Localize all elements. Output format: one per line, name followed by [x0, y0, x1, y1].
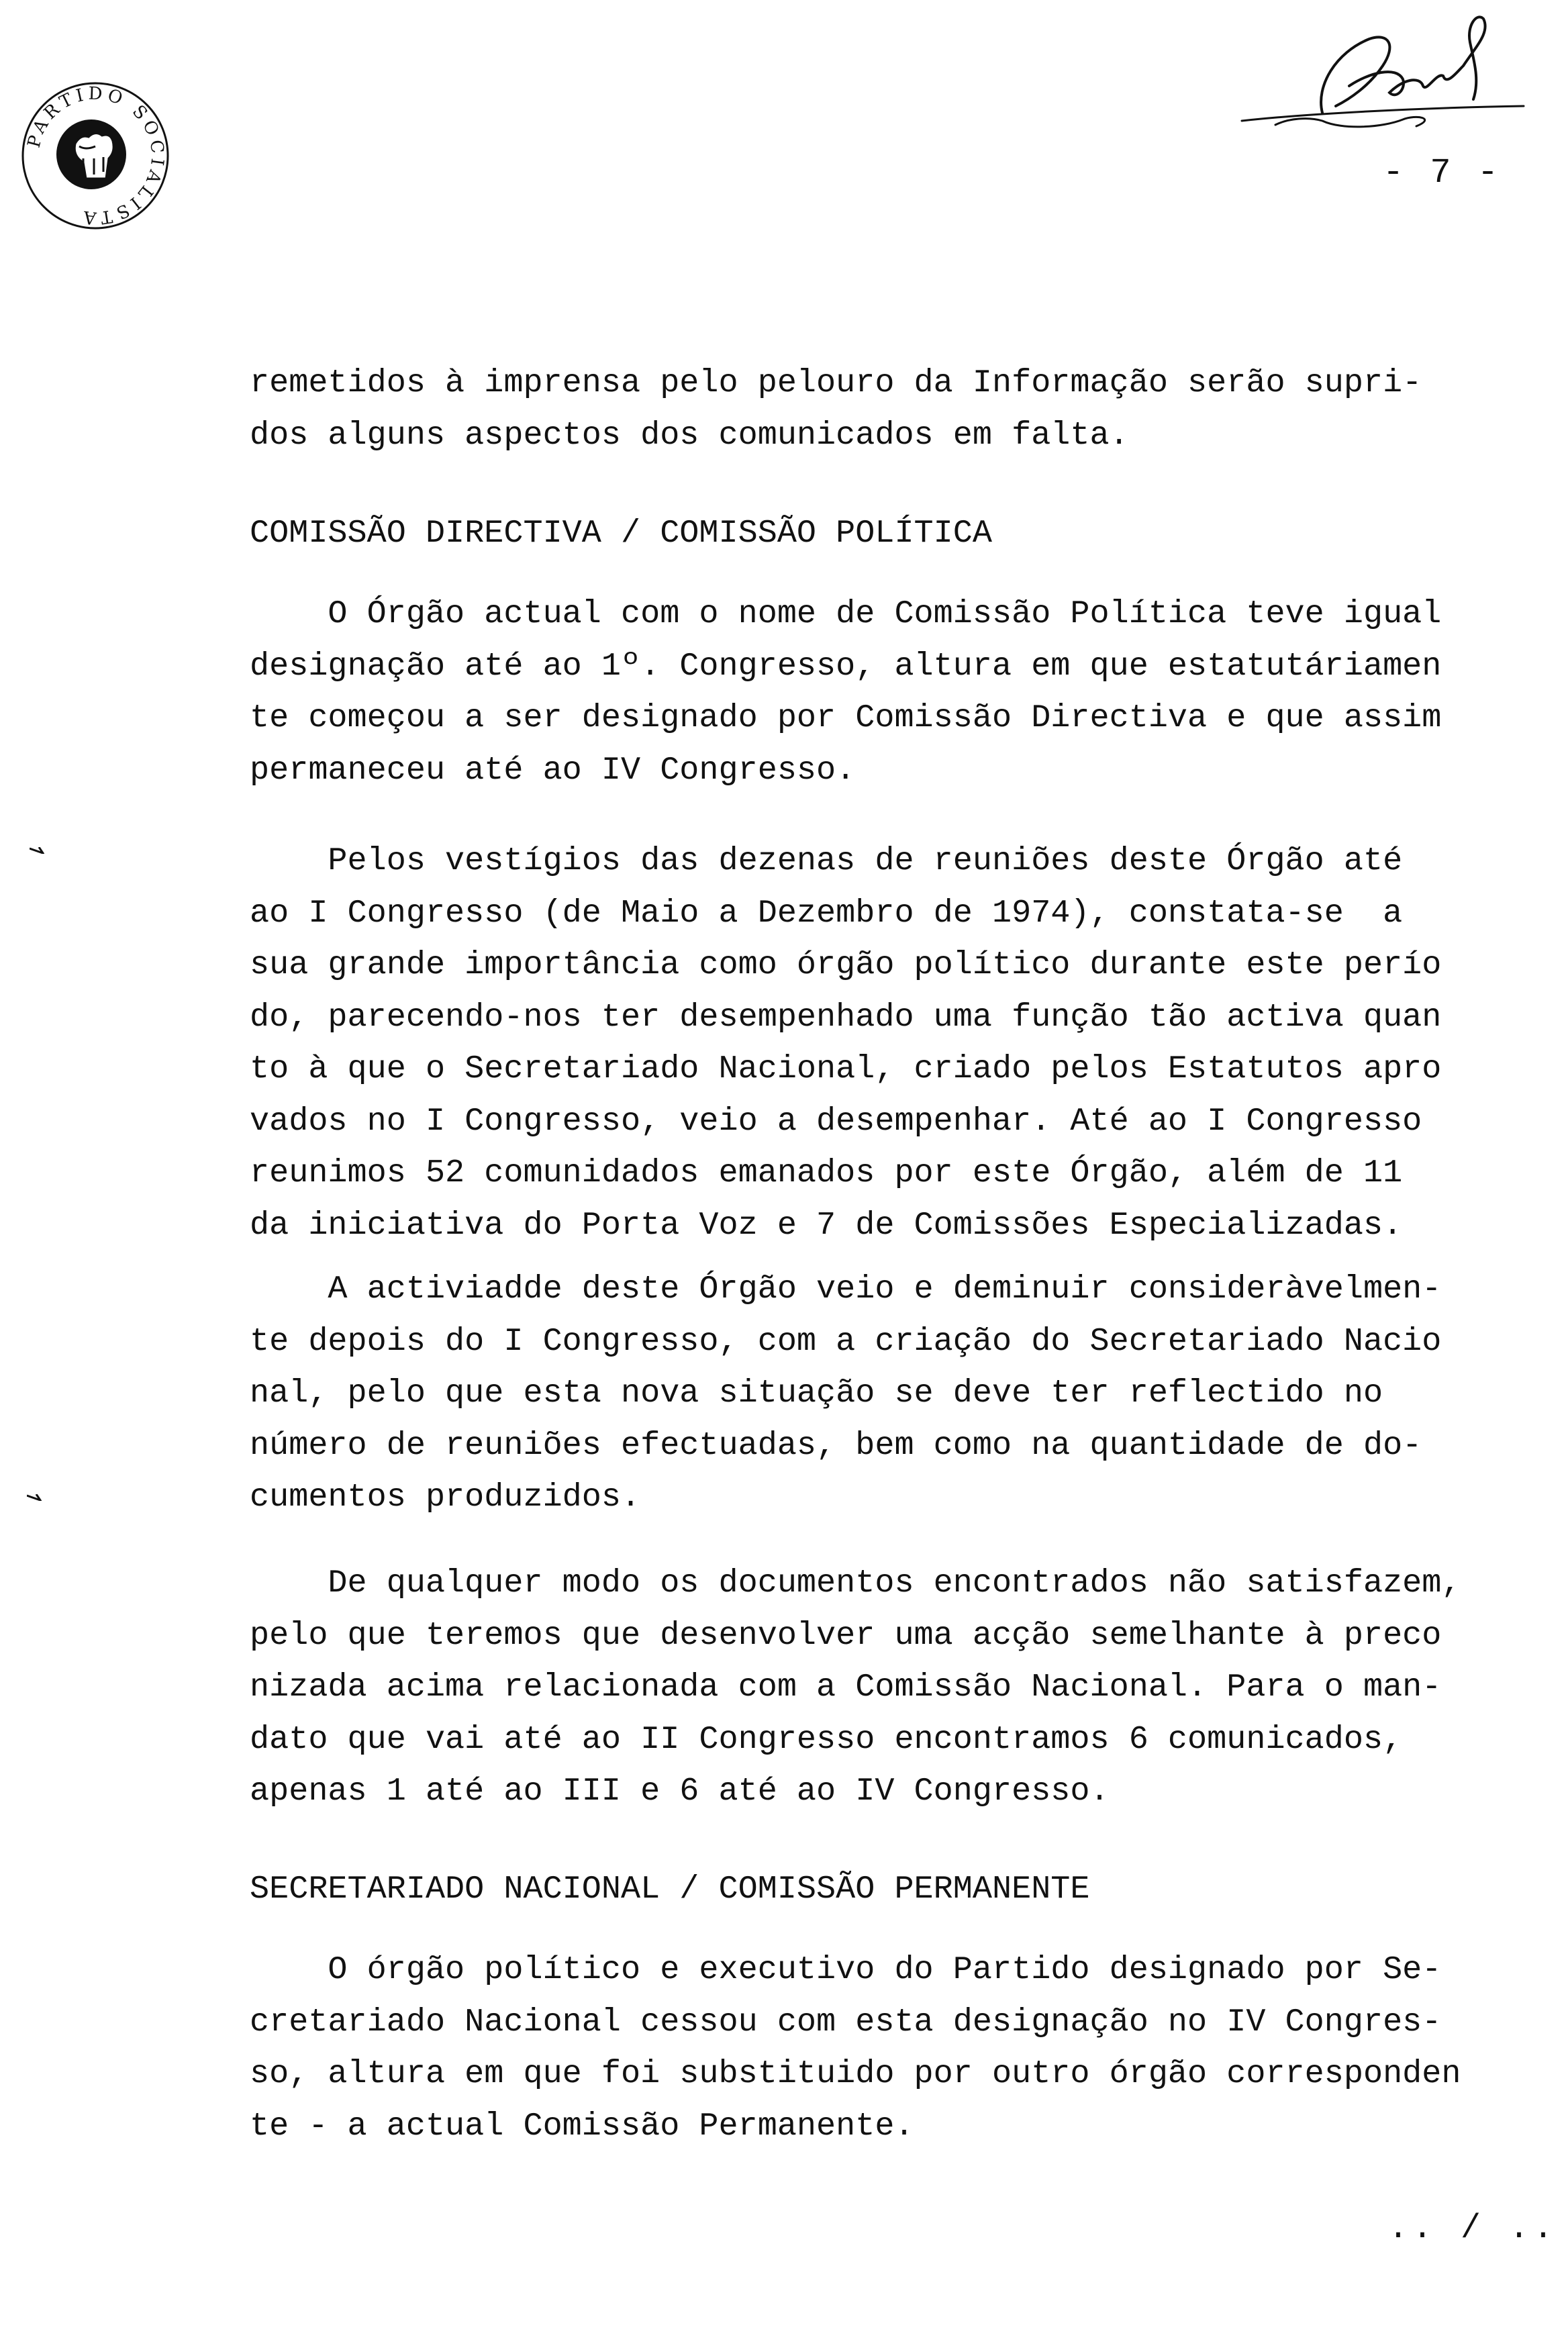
text-line: da iniciativa do Porta Voz e 7 de Comissões Especializadas.	[250, 1206, 1403, 1244]
text-line: vados no I Congresso, veio a desempenhar. Até ao I Congresso	[250, 1102, 1422, 1140]
svg-text:PARTIDO SOCIALISTA: PARTIDO SOCIALISTA	[23, 83, 168, 228]
text-line: De qualquer modo os documentos encontrados não satisfazem,	[250, 1565, 1461, 1602]
handwritten-signature-icon	[1235, 5, 1530, 140]
page-number: - 7 -	[1383, 153, 1502, 193]
text-line: O Órgão actual com o nome de Comissão Política teve igual	[250, 595, 1442, 632]
text-line: te depois do I Congresso, com a criação do Secretariado Nacio	[250, 1322, 1442, 1360]
text-line: cumentos produzidos.	[250, 1479, 641, 1516]
party-logo-icon	[19, 79, 172, 232]
text-line: designação até ao 1º. Congresso, altura em que estatutáriamen	[250, 647, 1442, 685]
text-line: permaneceu até ao IV Congresso.	[250, 751, 856, 789]
paragraph-vestigios	[250, 835, 1512, 1251]
text-line: nal, pelo que esta nova situação se deve ter reflectido no	[250, 1375, 1383, 1412]
text-line: te começou a ser designado por Comissão Directiva e que assim	[250, 699, 1442, 736]
paragraph-qualquer-modo	[250, 1557, 1512, 1818]
text-line: O órgão político e executivo do Partido designado por Se-	[250, 1951, 1442, 1988]
continuation-marker: .. / ..	[1388, 2210, 1558, 2248]
text-line: to à que o Secretariado Nacional, criado pelos Estatutos apro	[250, 1050, 1442, 1087]
text-line: ao I Congresso (de Maio a Dezembro de 1974), constata-se a	[250, 894, 1403, 932]
paragraph-orgao-actual	[250, 588, 1512, 796]
text-line: Pelos vestígios das dezenas de reuniões deste Órgão até	[250, 842, 1403, 879]
text-line: nizada acima relacionada com a Comissão Nacional. Para o man-	[250, 1669, 1442, 1706]
text-line: A activiadde deste Órgão veio e deminuir consideràvelmen-	[250, 1271, 1442, 1308]
section-heading-comissao-directiva	[250, 507, 1512, 560]
margin-tick-mark-icon	[27, 1494, 42, 1501]
paragraph-actividade	[250, 1263, 1512, 1524]
heading-text: COMISSÃO DIRECTIVA / COMISSÃO POLÍTICA	[250, 515, 992, 552]
text-line: dos alguns aspectos dos comunicados em falta.	[250, 416, 1129, 454]
text-line: remetidos à imprensa pelo pelouro da Informação serão supri-	[250, 364, 1422, 401]
text-line: cretariado Nacional cessou com esta designação no IV Congres-	[250, 2003, 1442, 2041]
heading-text: SECRETARIADO NACIONAL / COMISSÃO PERMANENTE	[250, 1871, 1090, 1908]
section-heading-secretariado	[250, 1863, 1512, 1916]
text-line: pelo que teremos que desenvolver uma acção semelhante à preco	[250, 1616, 1442, 1654]
text-line: dato que vai até ao II Congresso encontramos 6 comunicados,	[250, 1720, 1403, 1758]
text-line: so, altura em que foi substituido por outro órgão corresponden	[250, 2055, 1461, 2092]
text-line: número de reuniões efectuadas, bem como na quantidade de do-	[250, 1426, 1422, 1464]
paragraph-continuation	[250, 357, 1512, 461]
text-line: te - a actual Comissão Permanente.	[250, 2107, 914, 2145]
text-line: apenas 1 até ao III e 6 até ao IV Congresso.	[250, 1773, 1110, 1810]
margin-tick-mark-icon	[30, 847, 44, 854]
paragraph-orgao-politico	[250, 1944, 1512, 2152]
text-line: do, parecendo-nos ter desempenhado uma função tão activa quan	[250, 998, 1442, 1036]
text-line: reunimos 52 comunidados emanados por este Órgão, além de 11	[250, 1155, 1403, 1191]
text-line: sua grande importância como órgão político durante este perío	[250, 946, 1442, 983]
